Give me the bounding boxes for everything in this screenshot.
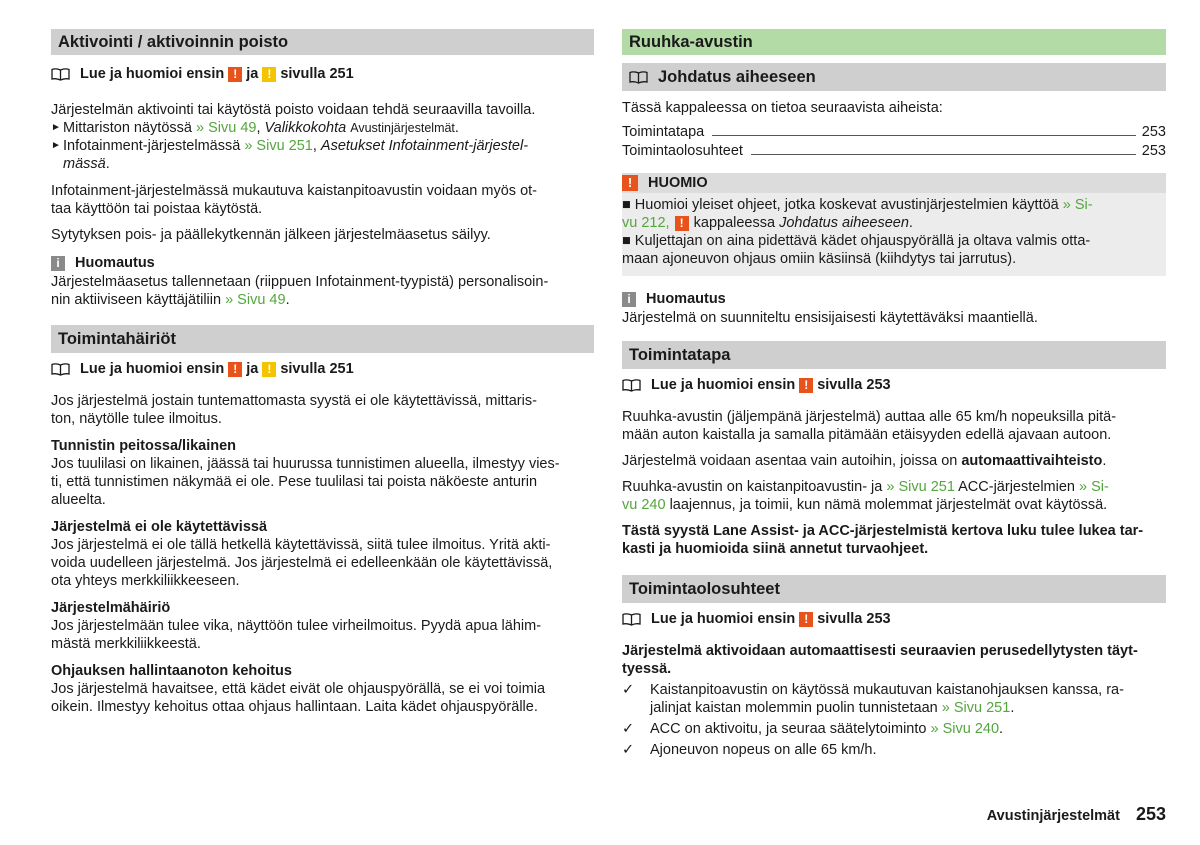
paragraph: Ruuhka-avustin (jäljempänä järjestelmä) auttaa alle 65 km/h nopeuksilla pitä- mään auton kaistalla ja samalla pitämään etäisyyden edellä ajavaan autoon. <box>622 409 1117 443</box>
section-title: Johdatus aiheeseen <box>658 68 816 86</box>
note-title: Huomautus <box>646 291 726 307</box>
page-link[interactable]: » Si- <box>1079 479 1109 495</box>
page-link[interactable]: » Sivu 251 <box>244 138 313 154</box>
warning-title: HUOMIO <box>648 175 708 191</box>
paragraph: Tästä syystä Lane Assist- ja ACC-järjestelmistä kertova luku tulee lukea tar- kasti ja huomioida siinä annetut turvaohjeet. <box>622 523 1144 557</box>
right-column <box>622 29 1166 759</box>
section-header-malfunctions: Toimintahäiriöt <box>51 325 594 353</box>
page-link[interactable]: » Sivu 251 <box>941 700 1011 716</box>
check-item <box>622 741 1166 759</box>
check-item: ✓ ACC on aktivoitu, ja seuraa säätelytoiminto » Sivu 240. <box>622 721 1004 737</box>
read-first-and: ja <box>246 66 259 82</box>
page-link[interactable]: » Sivu 240 <box>930 721 1000 737</box>
menu-path: Avustinjärjestelmät <box>350 121 455 135</box>
toc-entry[interactable] <box>622 141 1166 160</box>
item-text: Asetukset Infotainment-järjestel- <box>320 138 529 154</box>
toc-page: 253 <box>1141 124 1166 140</box>
read-first-and: ja <box>246 361 259 377</box>
warning-heading <box>622 173 1166 193</box>
paragraph: Jos järjestelmään tulee vika, näyttöön tulee virheilmoitus. Pyydä apua lähim- mästä merkkiliikkeestä. <box>51 618 542 652</box>
page-footer <box>987 805 1166 825</box>
caution-icon: ! <box>262 362 276 377</box>
section-header-activation: Aktivointi / aktivoinnin poisto <box>51 29 594 55</box>
warning-icon: ! <box>228 362 242 377</box>
list-item <box>51 119 594 137</box>
toc-label: Toimintatapa <box>622 124 705 140</box>
read-first-text: Lue ja huomioi ensin <box>651 611 796 627</box>
bullet-icon: ■ <box>622 197 631 213</box>
paragraph: Järjestelmän aktivointi tai käytöstä poisto voidaan tehdä seuraavilla tavoilla. <box>51 102 536 118</box>
triangle-bullet-icon: ► <box>51 140 61 151</box>
read-first-text: Lue ja huomioi ensin <box>80 66 225 82</box>
paragraph: Tässä kappaleessa on tietoa seuraavista aiheista: <box>622 100 943 116</box>
read-first-page: sivulla 251 <box>280 66 354 82</box>
paragraph: Jos järjestelmä jostain tuntemattomasta syystä ei ole käytettävissä, mittaris- ton, näytölle tulee ilmoitus. <box>51 393 537 427</box>
warning-icon: ! <box>675 216 689 231</box>
toc-list <box>622 122 1166 160</box>
read-first-line <box>622 608 1166 630</box>
read-first-page: sivulla 253 <box>817 611 891 627</box>
paragraph: Järjestelmä aktivoidaan automaattisesti seuraavien perusedellytysten täyt- tyessä. <box>622 643 1138 677</box>
triangle-bullet-icon: ► <box>51 122 61 133</box>
check-icon: ✓ <box>622 682 635 698</box>
paragraph: Sytytyksen pois- ja päällekytkennän jälkeen järjestelmäasetus säilyy. <box>51 227 491 243</box>
paragraph: Infotainment-järjestelmässä mukautuva kaistanpitoavustin voidaan myös ot- taa käyttöön tai poistaa käytöstä. <box>51 183 537 217</box>
item-text: . <box>105 156 110 172</box>
read-first-text: Lue ja huomioi ensin <box>651 377 796 393</box>
section-header-conditions: Toimintaolosuhteet <box>622 575 1166 603</box>
book-icon <box>51 362 70 376</box>
item-text: , <box>256 120 265 136</box>
toc-leader <box>712 135 1136 136</box>
subheading: Tunnistin peitossa/likainen <box>51 438 237 454</box>
warning-icon: ! <box>228 67 242 82</box>
paragraph: Jos tuulilasi on likainen, jäässä tai huurussa tunnistimen alueella, ilmestyy vies- ti, että tunnistimen näkymää ei ole. Pese tuulilasi tai poista näköeste anturin alueelta. <box>51 456 560 508</box>
read-first-page: sivulla 253 <box>817 377 891 393</box>
item-text: Infotainment-järjestelmässä <box>63 138 245 154</box>
note-heading <box>51 253 594 273</box>
check-item: ✓ Kaistanpitoavustin on käytössä mukautuvan kaistanohjauksen kanssa, ra- jalinjat kaistan molemmin puolin tunnistetaan » Sivu 251. <box>622 682 1124 716</box>
item-text: . <box>454 120 459 136</box>
item-text: mässä <box>63 156 106 172</box>
subheading: Järjestelmä ei ole käytettävissä <box>51 519 268 535</box>
book-icon <box>622 612 641 626</box>
item-text: Ajoneuvon nopeus on alle 65 km/h. <box>650 742 877 758</box>
warning-item: ■ Kuljettajan on aina pidettävä kädet ohjauspyörällä ja oltava valmis otta- maan ajoneuvon ohjaus omiin käsiinsä (kiihdytys tai jarrutus). <box>622 233 1091 267</box>
list-item <box>51 137 594 173</box>
note-title: Huomautus <box>75 255 155 271</box>
paragraph: Järjestelmä voidaan asentaa vain autoihin, joissa on automaattivaihteisto. <box>622 453 1107 469</box>
item-text: , <box>312 138 321 154</box>
note-text: Järjestelmäasetus tallennetaan (riippuen Infotainment-tyypistä) personalisoin- nin aktiiviseen käyttäjätiliin » Sivu 49. <box>51 274 549 308</box>
page-link[interactable]: vu 240 <box>622 497 666 513</box>
page-link[interactable]: » Si- <box>1062 197 1093 213</box>
check-icon: ✓ <box>622 721 635 737</box>
footer-section: Avustinjärjestelmät <box>986 808 1120 824</box>
toc-leader <box>751 154 1136 155</box>
toc-page: 253 <box>1141 143 1166 159</box>
toc-entry[interactable] <box>622 122 1166 141</box>
item-text: Mittariston näytössä <box>63 120 196 136</box>
warning-icon: ! <box>799 612 813 627</box>
read-first-line <box>622 374 1166 396</box>
page-link[interactable]: vu 212, <box>622 215 670 231</box>
paragraph: Jos järjestelmä ei ole tällä hetkellä käytettävissä, siitä tulee ilmoitus. Yritä akti- voida uudelleen järjestelmä. Jos järjestelmä ei edelleenkään ole käytettävissä, ota yhteys merkkiliikkeeseen. <box>51 537 553 589</box>
info-icon: i <box>622 292 636 307</box>
paragraph: Ruuhka-avustin on kaistanpitoavustin- ja » Sivu 251 ACC-järjestelmien » Si- vu 240 laajennus, ja toimii, kun nämä molemmat järjestelmät ovat käytössä. <box>622 479 1109 513</box>
note-heading <box>622 289 1166 309</box>
note-text: Järjestelmä on suunniteltu ensisijaisesti käytettäväksi maantiellä. <box>622 310 1038 326</box>
page-link[interactable]: » Sivu 49 <box>195 120 257 136</box>
page-number: 253 <box>1135 804 1166 824</box>
page-link[interactable]: » Sivu 49 <box>225 292 286 308</box>
page-link[interactable]: » Sivu 251 <box>886 479 955 495</box>
book-icon <box>51 67 70 81</box>
subheading: Järjestelmähäiriö <box>51 600 171 616</box>
toc-label: Toimintaolosuhteet <box>622 143 743 159</box>
warning-box <box>622 173 1166 276</box>
check-icon: ✓ <box>622 742 635 758</box>
book-icon <box>622 378 641 392</box>
caution-icon: ! <box>262 67 276 82</box>
read-first-text: Lue ja huomioi ensin <box>80 361 225 377</box>
warning-icon: ! <box>622 175 638 191</box>
section-header-intro <box>622 63 1166 91</box>
subheading: Ohjauksen hallintaanoton kehoitus <box>51 663 292 679</box>
read-first-line <box>51 63 594 85</box>
bullet-icon: ■ <box>622 233 631 249</box>
read-first-line <box>51 358 594 380</box>
section-header-operation: Toimintatapa <box>622 341 1166 369</box>
read-first-page: sivulla 251 <box>280 361 354 377</box>
left-column <box>51 29 594 716</box>
item-text: Valikkokohta <box>264 120 351 136</box>
book-icon <box>629 70 648 84</box>
chapter-header: Ruuhka-avustin <box>622 29 1166 55</box>
info-icon: i <box>51 256 65 271</box>
warning-icon: ! <box>799 378 813 393</box>
paragraph: Jos järjestelmä havaitsee, että kädet eivät ole ohjauspyörällä, se ei voi toimia oikein. Ilmestyy kehoitus ottaa ohjaus hallintaan. Laita kädet ohjauspyörälle. <box>51 681 546 715</box>
warning-item: ■ Huomioi yleiset ohjeet, jotka koskevat avustinjärjestelmien käyttöä » Si- vu 212, ! kappaleessa Johdatus aiheeseen. <box>622 197 1093 231</box>
